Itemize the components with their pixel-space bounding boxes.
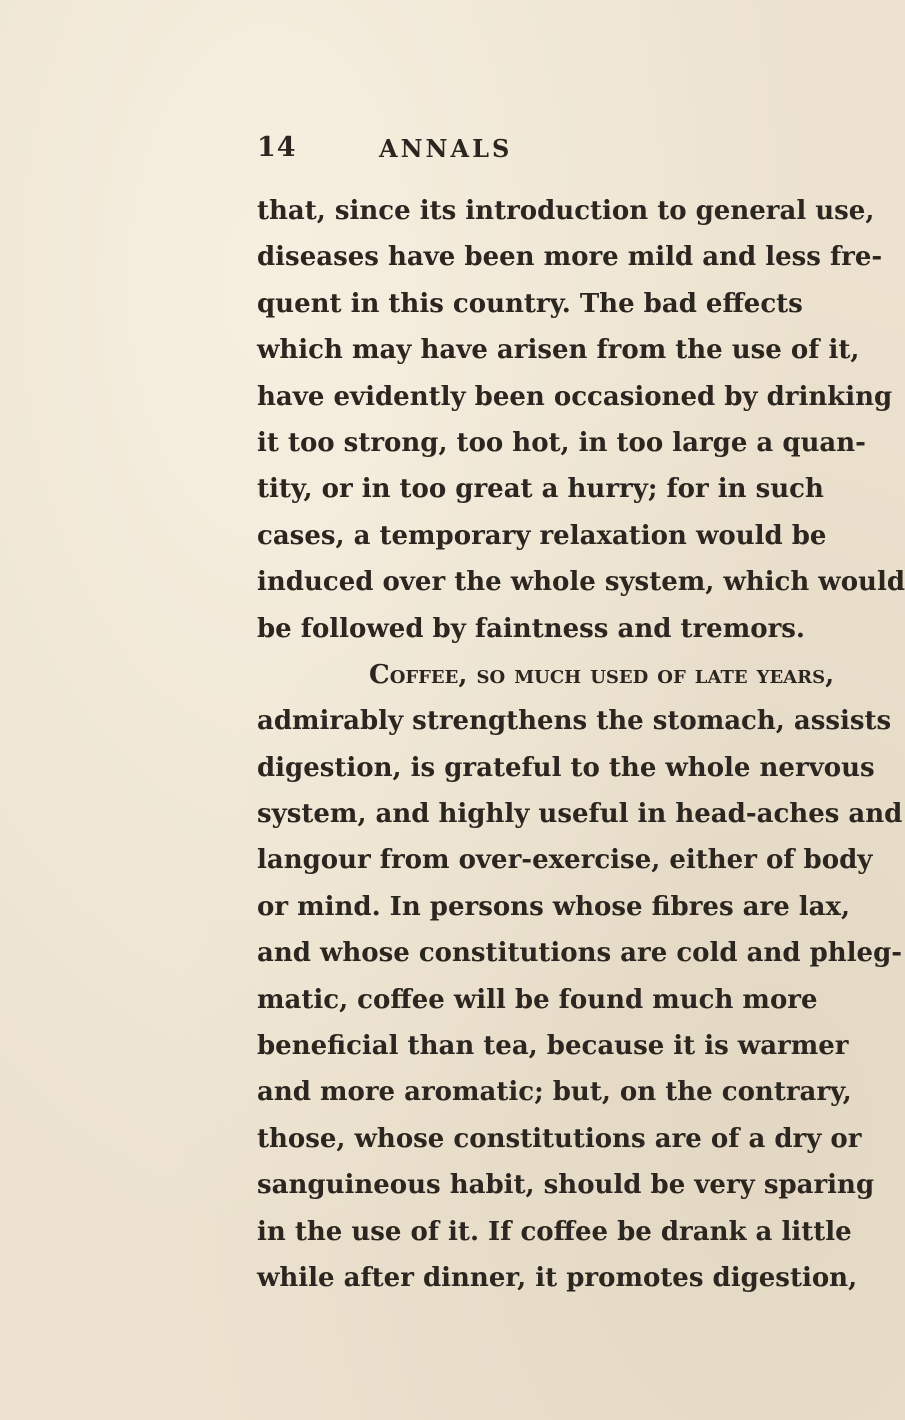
body-text (257, 188, 905, 1301)
page-number: 14 (257, 132, 297, 163)
text-line: cases, a temporary relaxation would be (257, 520, 827, 551)
text-line: system, and highly useful in head-aches and (257, 799, 903, 830)
text-line: that, since its introduction to general use, (257, 196, 875, 226)
text-line: it too strong, too hot, in too large a quan- (257, 427, 866, 458)
running-head (0, 132, 801, 172)
text-line: have evidently been occasioned by drinking (257, 381, 893, 412)
text-line: or mind. In persons whose fibres are lax, (257, 891, 851, 922)
text-line: digestion, is grateful to the whole nervous (257, 752, 875, 783)
paragraph-start-line: Coffee, so much used of late years, (369, 659, 835, 690)
text-line: tity, or in too great a hurry; for in such (257, 474, 824, 505)
text-line: and whose constitutions are cold and phleg- (257, 938, 903, 969)
text-line: quent in this country. The bad effects (257, 288, 803, 319)
text-line: which may have arisen from the use of it, (257, 335, 860, 366)
text-line: while after dinner, it promotes digestion, (257, 1262, 858, 1293)
text-line: induced over the whole system, which would (257, 567, 905, 598)
text-line: diseases have been more mild and less fre- (257, 242, 883, 273)
text-line: beneficial than tea, because it is warmer (257, 1031, 849, 1062)
text-line: those, whose constitutions are of a dry or (257, 1123, 862, 1154)
text-line: be followed by faintness and tremors. (257, 613, 805, 644)
text-line: langour from over-exercise, either of body (257, 845, 873, 876)
text-line: in the use of it. If coffee be drank a little (257, 1216, 852, 1247)
running-title: ANNALS (379, 134, 513, 163)
text-line: matic, coffee will be found much more (257, 984, 818, 1015)
text-line: admirably strengthens the stomach, assists (257, 706, 892, 737)
text-line: sanguineous habit, should be very sparing (257, 1170, 875, 1201)
text-line: and more aromatic; but, on the contrary, (257, 1077, 852, 1108)
